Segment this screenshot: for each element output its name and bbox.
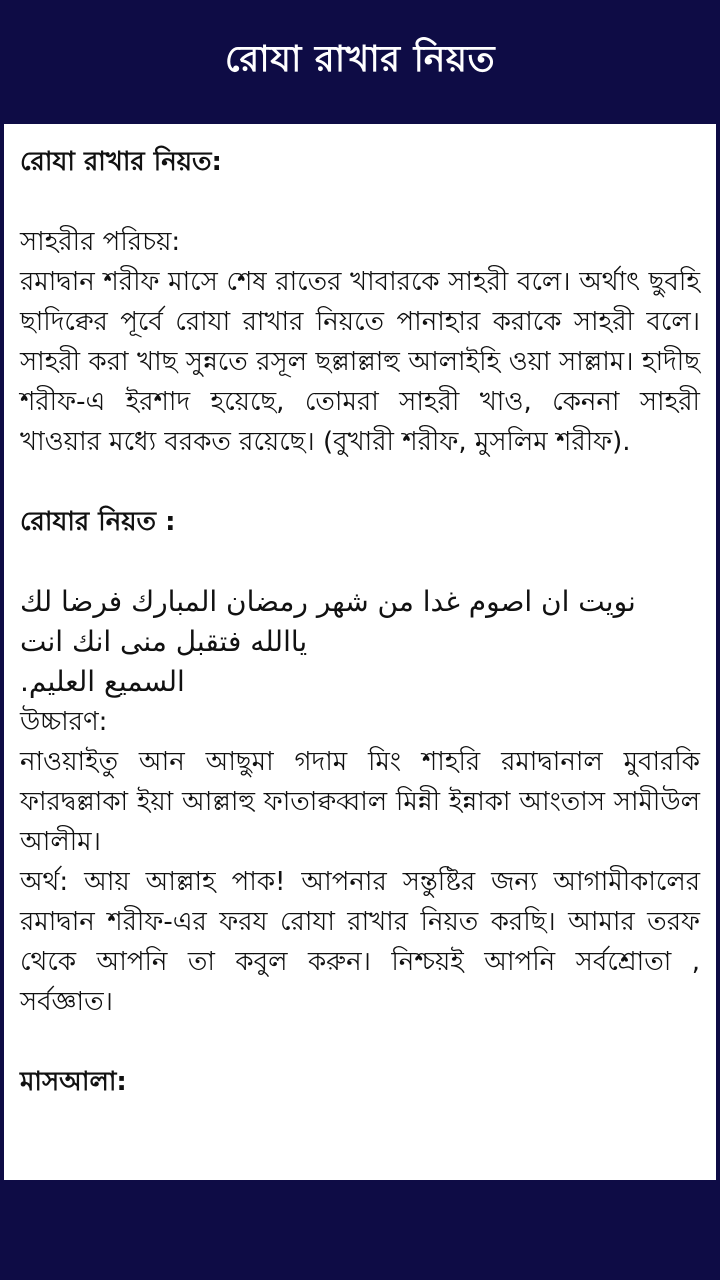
spacer <box>20 1022 700 1062</box>
arabic-dua-text: نويت ان اصوم غدا من شهر رمضان المبارك فرضا لك ياالله فتقبل منى انك انت <box>20 585 636 658</box>
article-scroll-area[interactable] <box>4 124 716 1180</box>
meaning-paragraph: অর্থ: আয় আল্লাহ পাক! আপনার সন্তুষ্টির জন্য আগামীকালের রমাদ্বান শরীফ-এর ফরয রোযা রাখার নিয়ত করছি। আমার তরফ থেকে আপনি তা কবুল করুন। নিশ্চয়ই আপনি সর্বশ্রোতা , সর্বজ্ঞাত। <box>20 867 700 1017</box>
spacer <box>20 462 700 502</box>
pronunciation-paragraph: নাওয়াইতু আন আছুমা গদাম মিং শাহরি রমাদ্বানাল মুবারকি ফারদ্বল্লাকা ইয়া আল্লাহু ফাতাক্বব্বাল মিন্নী ইন্নাকা আংতাস সামীউল আলীম। <box>20 747 700 857</box>
section-heading-niyat: রোযা রাখার নিয়ত: <box>20 147 222 177</box>
section-heading-masala: মাসআলা: <box>20 1067 127 1097</box>
arabic-dua-ending: السميع العليم. <box>20 665 185 698</box>
spacer <box>20 542 700 582</box>
page-title: রোযা রাখার নিয়ত <box>224 39 496 80</box>
app-header <box>0 0 720 124</box>
pronunciation-label: উচ্চারণ: <box>20 707 108 737</box>
section-heading-roza-niyat: রোযার নিয়ত : <box>20 507 176 537</box>
article-body <box>20 142 700 1102</box>
spacer <box>20 182 700 222</box>
sahri-paragraph: রমাদ্বান শরীফ মাসে শেষ রাতের খাবারকে সাহরী বলে। অর্থাৎ ছুবহি ছাদিক্বের পূর্বে রোযা রাখার নিয়তে পানাহার করাকে সাহরী বলে। সাহরী করা খাছ সুন্নতে রসূল ছল্লাল্লাহু আলাইহি ওয়া সাল্লাম। হাদীছ শরীফ-এ ইরশাদ হয়েছে, তোমরা সাহরী খাও, কেননা সাহরী খাওয়ার মধ্যে বরকত রয়েছে। (বুখারী শরীফ, মুসলিম শরীফ). <box>20 267 700 457</box>
sahri-label: সাহরীর পরিচয়: <box>20 227 181 257</box>
